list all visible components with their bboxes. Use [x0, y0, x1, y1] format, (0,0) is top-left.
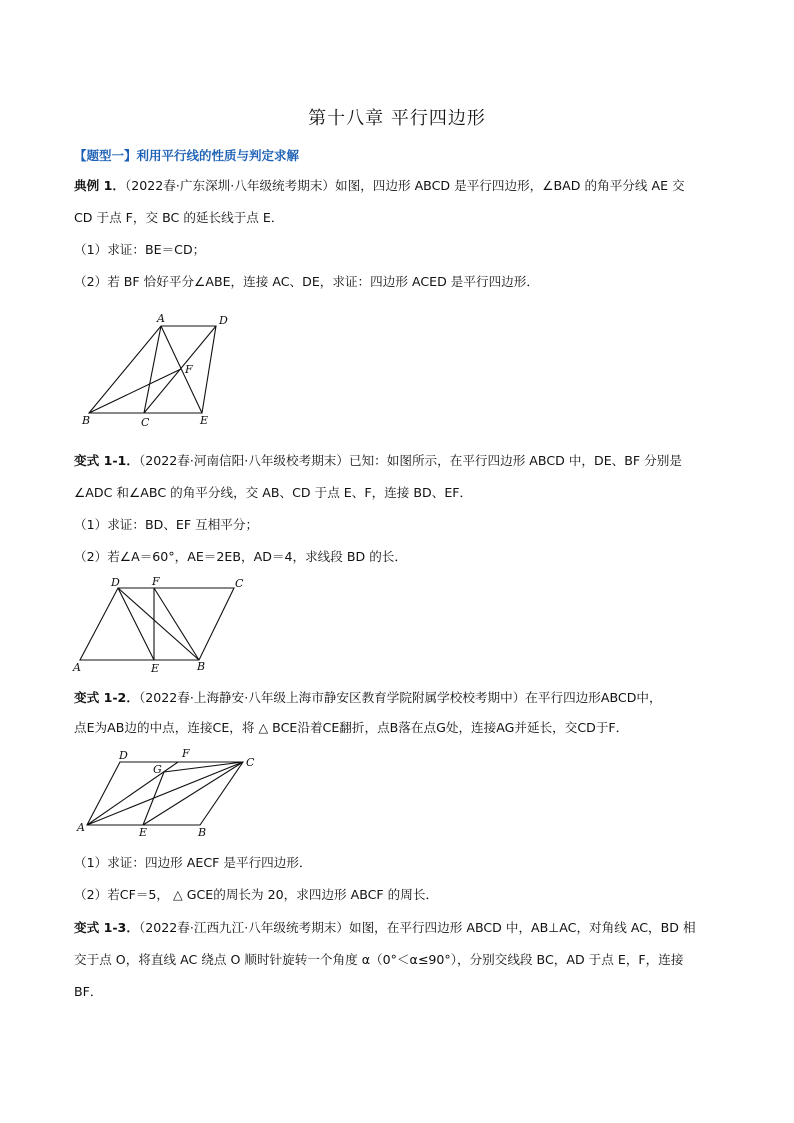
variant-1-3-line-1 — [74, 920, 696, 936]
segment-bf — [89, 369, 181, 413]
example-1-line-1 — [74, 178, 685, 194]
point-label-d: D — [111, 576, 120, 589]
variant-1-1-line-1 — [74, 453, 682, 469]
point-label-a: A — [157, 312, 165, 325]
variant-1-3-label: 变式 1-3． — [74, 920, 139, 935]
example-1-question-1: （1）求证：BE＝CD； — [74, 242, 206, 257]
point-label-b: B — [197, 660, 206, 673]
example-1-figure — [80, 310, 250, 430]
segment-db — [118, 588, 199, 660]
variant-1-3-line-3: BF． — [74, 984, 103, 999]
point-label-e: E — [139, 826, 148, 839]
example-1-source: （2022春·广东深圳·八年级统考期末）如图，四边形 ABCD 是平行四边形，∠BAD 的角平分线 AE 交 — [124, 178, 685, 193]
variant-1-3-line-2: 交于点 O，将直线 AC 绕点 O 顺时针旋转一个角度 α（0°＜α≤90°），分别交线段 BC，AD 于点 E，F，连接 — [74, 952, 684, 967]
variant-1-3-source: （2022春·江西九江·八年级统考期末）如图，在平行四边形 ABCD 中，AB⊥AC，对角线 AC，BD 相 — [138, 920, 696, 935]
variant-1-2-line-1 — [74, 690, 662, 706]
point-label-e: E — [151, 662, 160, 675]
point-label-b: B — [82, 414, 91, 427]
variant-1-2-question-1: （1）求证：四边形 AECF 是平行四边形． — [74, 855, 312, 870]
variant-1-1-question-2: （2）若∠A＝60°，AE＝2EB，AD＝4，求线段 BD 的长． — [74, 549, 407, 564]
variant-1-1-source: （2022春·河南信阳·八年级校考期末）已知：如图所示，在平行四边形 ABCD 中，DE、BF 分别是 — [138, 453, 682, 468]
point-label-f: F — [182, 747, 190, 760]
point-label-f: F — [185, 363, 193, 376]
variant-1-2-source: （2022春·上海静安·八年级上海市静安区教育学院附属学校校考期中）在平行四边形ABCD中， — [138, 690, 662, 705]
variant-1-1-line-2: ∠ADC 和∠ABC 的角平分线，交 AB、CD 于点 E、F，连接 BD、EF． — [74, 485, 473, 500]
variant-1-1-label: 变式 1-1． — [74, 453, 139, 468]
point-label-d: D — [219, 314, 228, 327]
segment-eg — [143, 772, 164, 825]
variant-1-2-figure — [75, 745, 265, 840]
point-label-b: B — [198, 826, 207, 839]
parallelogram-abcd — [80, 588, 234, 660]
point-label-g: G — [153, 763, 162, 776]
segment-ac — [144, 326, 161, 413]
variant-1-2-label: 变式 1-2． — [74, 690, 139, 705]
variant-1-2-line-2: 点E为AB边的中点，连接CE，将 △ BCE沿着CE翻折，点B落在点G处，连接AG并延长，交CD于F． — [74, 720, 629, 735]
point-label-c: C — [246, 756, 255, 769]
example-1-label: 典例 1． — [74, 178, 125, 193]
point-label-e: E — [200, 414, 209, 427]
example-1-question-2: （2）若 BF 恰好平分∠ABE，连接 AC、DE，求证：四边形 ACED 是平行四边形． — [74, 274, 539, 289]
point-label-c: C — [141, 416, 150, 429]
page-title: 第十八章 平行四边形 — [308, 108, 486, 129]
variant-1-1-figure — [70, 575, 250, 675]
point-label-c: C — [235, 577, 244, 590]
section-heading: 【题型一】利用平行线的性质与判定求解 — [74, 148, 300, 163]
variant-1-2-question-2: （2）若CF＝5， △ GCE的周长为 20，求四边形 ABCF 的周长． — [74, 887, 439, 902]
segment-fb — [154, 588, 199, 660]
point-label-f: F — [152, 575, 160, 588]
point-label-d: D — [119, 749, 128, 762]
point-label-a: A — [77, 821, 85, 834]
variant-1-1-question-1: （1）求证：BD、EF 互相平分； — [74, 517, 259, 532]
point-label-a: A — [73, 661, 81, 674]
segment-ae — [161, 326, 202, 413]
example-1-line-2: CD 于点 F，交 BC 的延长线于点 E． — [74, 210, 284, 225]
segment-dc — [144, 326, 216, 413]
segment-de — [118, 588, 154, 660]
